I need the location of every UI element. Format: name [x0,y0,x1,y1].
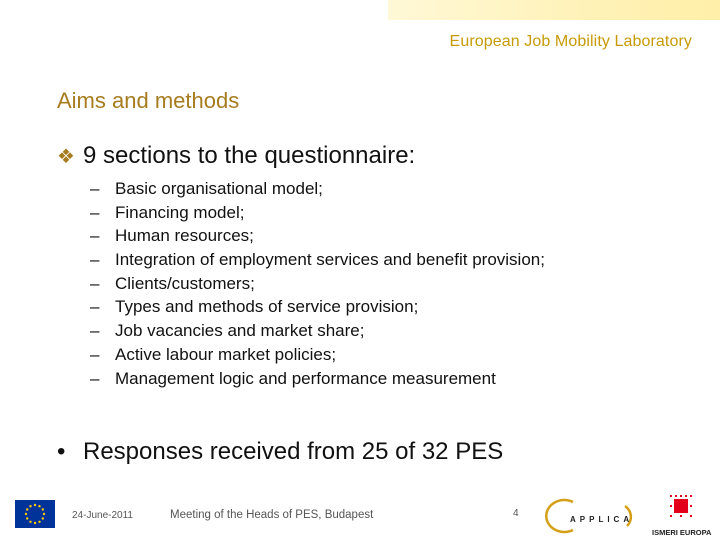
list-item-text: Clients/customers; [115,273,255,293]
list-item [90,295,545,319]
list-item [90,177,545,201]
main-bullet [57,142,415,170]
list-item-text: Integration of employment services and benefit provision; [115,250,545,270]
responses-bullet [57,438,503,466]
dash-bullet: – [90,226,100,246]
slide-title: Aims and methods [57,88,240,113]
diamond-bullet-icon: ❖ [57,145,75,168]
list-item [90,319,545,343]
page-number: 4 [513,508,519,519]
ismeri-label: ISMERI EUROPA [652,528,712,537]
responses-text: Responses received from 25 of 32 PES [83,438,504,465]
dash-bullet: – [90,250,100,270]
list-item-text: Types and methods of service provision; [115,297,419,317]
list-item-text: Financing model; [115,202,245,222]
list-item [90,224,545,248]
list-item-text: Basic organisational model; [115,179,323,198]
dash-bullet: – [90,368,100,388]
main-bullet-text: 9 sections to the questionnaire: [83,142,416,169]
dash-bullet: – [90,344,100,364]
ismeri-logo-icon [670,495,692,517]
list-item [90,367,545,391]
list-item-text: Human resources; [115,226,254,246]
footer-date: 24-June-2011 [72,510,133,521]
applica-label: APPLICA [570,515,634,524]
dash-bullet: – [90,179,100,198]
footer-meeting: Meeting of the Heads of PES, Budapest [170,509,374,521]
list-item-text: Active labour market policies; [115,344,337,364]
eu-flag-icon [15,500,55,528]
dash-bullet: – [90,202,100,222]
sections-list [90,177,545,390]
header-title: European Job Mobility Laboratory [449,33,692,50]
list-item [90,272,545,296]
dash-bullet: – [90,297,100,317]
list-item [90,343,545,367]
list-item-text: Job vacancies and market share; [115,321,365,341]
dot-bullet: • [57,438,66,465]
dash-bullet: – [90,273,100,293]
footer [0,470,720,540]
list-item [90,201,545,225]
dash-bullet: – [90,321,100,341]
list-item [90,248,545,272]
header-band [388,0,720,20]
list-item-text: Management logic and performance measurement [115,368,496,388]
